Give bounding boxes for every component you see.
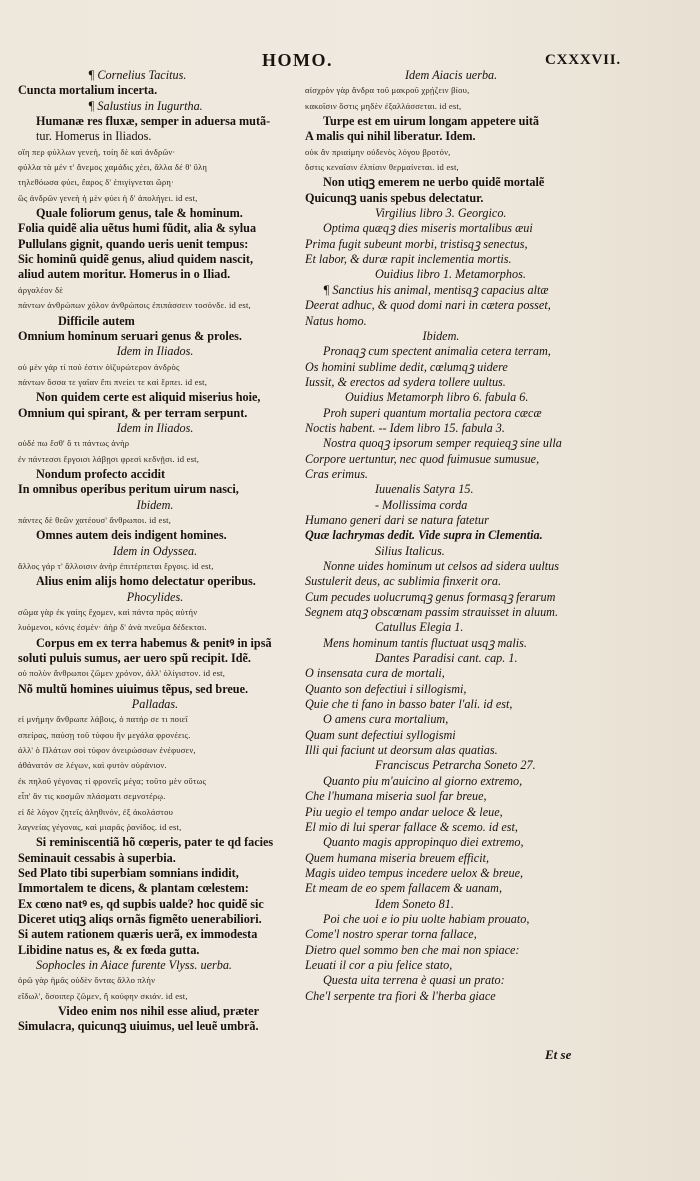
text-line: Os homini sublime dedit, cœlumqꝫ uidere — [305, 359, 508, 374]
text-line: Idem in Iliados. — [116, 420, 194, 435]
text-line: Non utiqꝫ emerem ne uerbo quidẽ mortalẽ — [323, 175, 545, 190]
text-line: Franciscus Petrarcha Soneto 27. — [375, 758, 536, 773]
text-line: Ouidius libro 1. Metamorphos. — [375, 267, 526, 282]
text-line: soluti puluis sumus, aer uero spũ recipit. Idẽ. — [18, 651, 251, 666]
text-line: Palladas. — [131, 697, 179, 712]
text-line: Libidine natus es, & ex fœda gutta. — [18, 942, 200, 957]
text-line: Pronaqꝫ cum spectent animalia cetera terram, — [323, 344, 551, 359]
text-line: Humanæ res fluxæ, semper in aduersa mutã- — [36, 114, 271, 129]
text-line: ¶ Cornelius Tacitus. — [88, 68, 187, 82]
text-line: Cum pecudes uolucrumqꝫ genus formasqꝫ ferarum — [305, 589, 556, 604]
text-line: Humano generi dari se natura fatetur — [305, 512, 489, 527]
text-line: tur. Homerus in Iliados. — [36, 129, 152, 144]
text-line: ὁρῶ γὰρ ἡμᾶς οὐδὲν ὄντας ἄλλο πλὴν — [18, 975, 156, 986]
catchword: Et se — [545, 1047, 572, 1062]
text-line: ἀθάνατόν σε λέγων, καὶ φυτὸν οὐράνιον. — [18, 760, 167, 771]
text-line: Et meam de eo spem fallacem & uanam, — [305, 881, 502, 896]
text-line: σῶμα γὰρ ἐκ γαίης ἔχομεν, καὶ πάντα πρὸς αὐτήν — [18, 607, 198, 618]
text-line: κακοῖσιν ὅστις μηδὲν ἐξαλλάσσεται. id est, — [305, 100, 462, 111]
text-line: O insensata cura de mortali, — [305, 666, 445, 681]
text-line: τηλεθόωσα φύει, ἔαρος δ' ἐπιγίγνεται ὥρη· — [18, 177, 175, 188]
text-line: Corpore uertuntur, nec quod fuimusue sumusue, — [305, 451, 540, 466]
text-line: Omnium qui spirant, & per terram serpunt. — [18, 405, 248, 420]
text-line: Dietro quel sommo ben che mai non spiace: — [305, 942, 520, 957]
text-line: Come'l nostro sperar torna fallace, — [305, 927, 477, 942]
text-line: Magis uideo tempus incedere uelox & breue, — [305, 865, 524, 880]
text-line: Immortalem te dicens, & plantam cœlestem: — [18, 881, 249, 896]
text-line: ¶ Salustius in Iugurtha. — [88, 98, 203, 113]
text-line: Quie che ti fano in basso bater l'ali. id est, — [305, 697, 513, 712]
text-line: Cuncta mortalium incerta. — [18, 83, 158, 98]
text-line: Folia quidẽ alia uẽtus humi fũdit, alia & sylua — [18, 221, 257, 236]
text-line: Turpe est em uirum longam appetere uitã — [323, 114, 539, 129]
text-line: Quæ lachrymas dedit. Vide supra in Clementia. — [305, 528, 543, 543]
text-line: Idem Soneto 81. — [375, 896, 454, 911]
text-line: λυόμενοι, κόνις ἐσμέν· ἀὴρ δ' ἀνὰ πνεῦμα δέδεκται. — [18, 622, 207, 633]
text-line: Quanto piu m'auicino al giorno extremo, — [323, 773, 523, 788]
text-line: Nondum profecto accidit — [36, 466, 166, 481]
text-line: Quanto magis appropinquo diei extremo, — [323, 835, 524, 850]
text-line: Catullus Elegia 1. — [375, 620, 464, 635]
text-line: Nõ multũ homines uiuimus tẽpus, sed breue. — [18, 681, 249, 696]
text-line: Quicunqꝫ uanis spebus delectatur. — [305, 190, 484, 205]
text-line: O amens cura mortalium, — [323, 712, 449, 727]
text-line: Phocylides. — [126, 589, 184, 604]
text-line: Diceret utiqꝫ aliqs ornãs figmẽto uenerabiliori. — [18, 911, 262, 926]
text-line: ἐν πάντεσσι ἔργοισι λάβῃσι φρεσὶ κεδνῇσι. id est, — [18, 453, 200, 464]
text-line: A malis qui nihil liberatur. Idem. — [305, 129, 476, 144]
text-line: Deerat adhuc, & quod domi nari in cætera posset, — [305, 298, 551, 313]
text-line: σπείρας, παύσῃ τοῦ τύφου ἣν μεγάλα φρονέεις. — [18, 729, 191, 740]
text-line: Idem Aiacis uerba. — [405, 68, 498, 82]
text-line: - Mollissima corda — [375, 497, 468, 512]
text-line: Iussit, & erectos ad sydera tollere uultus. — [305, 374, 506, 389]
text-line: Nostra quoqꝫ ipsorum semper requieqꝫ sine ulla — [323, 436, 562, 451]
text-line: οὐ πολὺν ἄνθρωποι ζῶμεν χρόνον, ἀλλ' ὀλίγιστον. id est, — [18, 668, 226, 679]
text-line: aliud autem moritur. Homerus in o Iliad. — [18, 267, 231, 282]
text-line: Mens hominum tantis fluctuat usqꝫ malis. — [323, 635, 527, 650]
text-line: Noctis habent. -- Idem libro 15. fabula 3. — [305, 420, 505, 435]
text-line: εἶπ' ἂν τις κοσμῶν πλάσματι σεμνοτέρῳ. — [18, 791, 166, 802]
text-line: Nonne uides hominum ut celsos ad sidera uultus — [323, 559, 559, 573]
text-line: οἵη περ φύλλων γενεή, τοίη δὲ καὶ ἀνδρῶν· — [18, 146, 176, 157]
text-line: Questa uita terrena è quasi un prato: — [323, 973, 505, 988]
text-line: Optima quæqꝫ dies miseris mortalibus æui — [323, 221, 533, 236]
text-line: Corpus em ex terra habemus & penitꝰ in ipsã — [36, 635, 272, 650]
text-line: Che'l serpente tra fiori & l'herba giace — [305, 988, 496, 1003]
text-line: Silius Italicus. — [375, 543, 445, 558]
text-line: Idem in Iliados. — [116, 344, 194, 359]
text-line: Video enim nos nihil esse aliud, præter — [58, 1003, 259, 1018]
text-line: Sed Plato tibi superbiam somnians indidit, — [18, 865, 239, 880]
text-line: Si reminiscentiã hõ cœperis, pater te qd facies — [36, 835, 274, 850]
text-line: οὐδέ πω ἔσθ' ὅ τι πάντως ἀνὴρ — [18, 438, 130, 449]
text-line: Et labor, & duræ rapit inclementia mortis. — [305, 252, 512, 267]
text-line: In omnibus operibus peritum uirum nasci, — [18, 482, 239, 497]
text-line: Poi che uoi e io piu uolte habiam prouato, — [323, 911, 530, 926]
text-line: Difficile autem — [58, 313, 135, 328]
text-line: Proh superi quantum mortalia pectora cæcæ — [323, 405, 542, 420]
text-line: αἰσχρὸν γὰρ ἄνδρα τοῦ μακροῦ χρῄζειν βίου, — [305, 85, 470, 96]
text-line: Sophocles in Aiace furente Vlyss. uerba. — [36, 957, 232, 972]
text-line: Seminauit cessabis à superbia. — [18, 850, 176, 865]
text-line: Simulacra, quicunqꝫ uiuimus, uel leuẽ umbrã. — [18, 1019, 259, 1034]
text-line: ἐκ πηλοῦ γέγονας τί φρονεῖς μέγα; τοῦτο μὲν οὕτως — [18, 775, 207, 786]
text-line: ἀργαλέον δὲ — [18, 284, 64, 295]
text-line: Che l'humana miseria suol far breue, — [305, 789, 487, 804]
text-line: λαγνείας γέγονας, καὶ μιαρᾶς ῥανίδος. id est, — [18, 821, 182, 832]
text-line: Cras erimus. — [305, 466, 368, 481]
text-line: Ibidem. — [422, 328, 460, 343]
text-line: Ex cœno natꝰ es, qd supbis ualde? hoc quidẽ sic — [18, 896, 264, 911]
text-line: Omnium hominum seruari genus & proles. — [18, 328, 242, 343]
text-line: πάντων ὅσσα τε γαῖαν ἔπι πνείει τε καὶ ἕρπει. id est, — [18, 376, 208, 387]
left-column — [18, 68, 292, 1035]
text-line: Dantes Paradisi cant. cap. 1. — [375, 651, 518, 666]
text-line: Quale foliorum genus, tale & hominum. — [36, 206, 243, 221]
text-line: Ibidem. — [136, 497, 174, 512]
text-line: ἀλλ' ὁ Πλάτων σοὶ τύφον ὀνειρώσσων ἐνέφυσεν, — [18, 745, 196, 756]
text-line: ¶ Sanctius his animal, mentisqꝫ capacius altæ — [323, 282, 549, 297]
running-head: HOMO. — [262, 50, 333, 70]
text-line: εἰ μνήμην ἄνθρωπε λάβοις, ὁ πατήρ σε τι ποιεῖ — [18, 714, 188, 725]
text-line: Iuuenalis Satyra 15. — [375, 482, 474, 497]
text-line: ὅστις κεναῖσιν ἐλπίσιν θερμαίνεται. id est, — [305, 162, 459, 173]
text-line: Idem in Odyssea. — [112, 543, 198, 558]
text-line: εἰ δὲ λόγον ζητεῖς ἀληθινόν, ἐξ ἀκολάστου — [18, 806, 174, 817]
text-line: Si autem rationem quæris uerã, ex immodesta — [18, 927, 258, 942]
text-line: Ouidius Metamorph libro 6. fabula 6. — [345, 390, 529, 405]
text-line: Omnes autem deis indigent homines. — [36, 528, 227, 543]
text-line: Virgilius libro 3. Georgico. — [375, 206, 507, 221]
text-line: φύλλα τὰ μέν τ' ἄνεμος χαμάδις χέει, ἄλλα δέ θ' ὕλη — [18, 162, 208, 173]
text-line: εἴδωλ', ὅσοιπερ ζῶμεν, ἢ κούφην σκιάν. id est, — [18, 990, 188, 1001]
text-line: Alius enim alijs homo delectatur operibus. — [36, 574, 256, 589]
text-line: Leuati il cor a piu felice stato, — [305, 957, 453, 972]
text-line: Segnem atqꝫ obscœnam passim strauisset in aluum. — [305, 605, 559, 620]
text-line: Illi qui faciunt ut deorsum alas quatias. — [305, 743, 498, 758]
text-line: Pullulans gignit, quando ueris uenit tempus: — [18, 236, 249, 251]
text-line: ὣς ἀνδρῶν γενεὴ ἡ μὲν φύει ἡ δ' ἀπολήγει. id est, — [18, 192, 198, 203]
right-column — [305, 68, 577, 1004]
text-line: Prima fugit subeunt morbi, tristisqꝫ senectus, — [305, 236, 528, 251]
text-line: Sic hominũ quidẽ genus, aliud quidem nascit, — [18, 252, 254, 267]
text-line: Quem humana miseria breuem efficit, — [305, 850, 490, 865]
text-line: Non quidem certe est aliquid miserius hoie, — [36, 390, 261, 405]
text-line: Quam sunt defectiui syllogismi — [305, 727, 456, 742]
text-line: Quanto son defectiui i sillogismi, — [305, 681, 467, 696]
text-line: Natus homo. — [305, 313, 367, 328]
text-line: πάντες δὲ θεῶν χατέουσ' ἄνθρωποι. id est, — [18, 514, 172, 525]
folio-number: CXXXVII. — [545, 52, 621, 68]
text-line: El mio di lui sperar fallace & scemo. id est, — [305, 819, 518, 834]
text-line: πάντων ἀνθρώπων χόλον ἀνθρώποις ἐπιπάσσειν τοσόνδε. id est, — [18, 300, 251, 311]
text-line: Piu uegio el tempo andar ueloce & leue, — [305, 804, 503, 819]
text-line: Sustulerit deus, ac sublimia finxerit ora. — [305, 574, 502, 589]
text-line: οὐκ ἂν πριαίμην οὐδενὸς λόγου βροτόν, — [305, 146, 451, 157]
text-line: ἄλλος γάρ τ' ἄλλοισιν ἀνὴρ ἐπιτέρπεται ἔργοις. id est, — [18, 561, 214, 571]
text-line: οὐ μὲν γάρ τί πού ἐστιν ὀϊζυρώτερον ἀνδρὸς — [18, 361, 180, 372]
